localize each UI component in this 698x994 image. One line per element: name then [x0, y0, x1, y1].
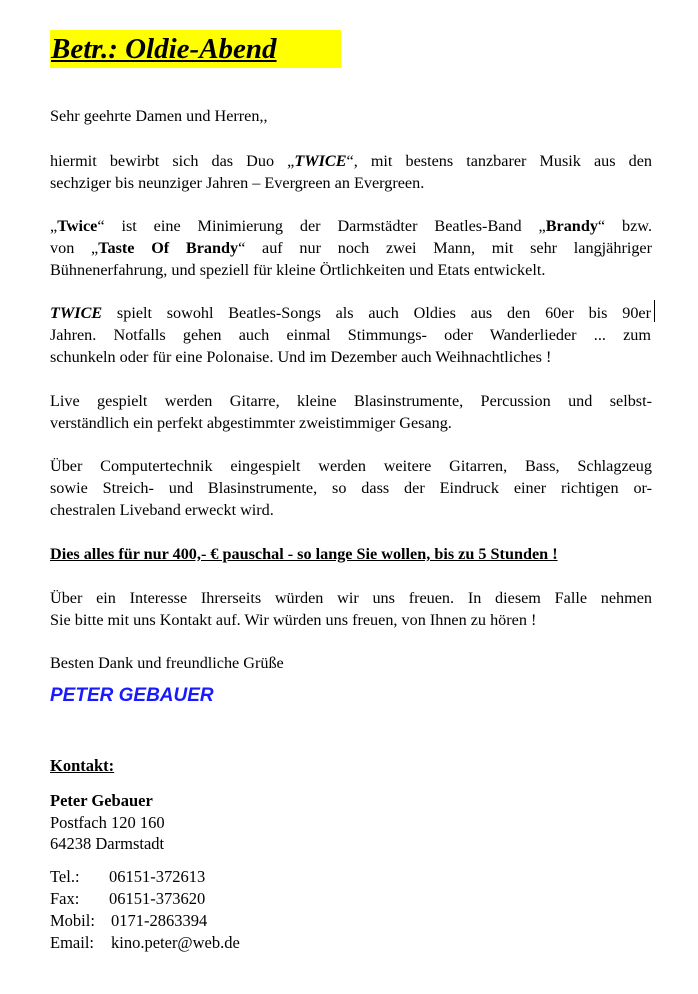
fax-number: 06151-373620 [109, 889, 206, 908]
mobil-number: 0171-2863394 [111, 911, 208, 930]
contact-street: Postfach 120 160 [50, 812, 165, 832]
fax-row: Fax: 06151-373620 [50, 889, 206, 908]
email-address[interactable]: kino.peter@web.de [111, 933, 240, 952]
contact-numbers [50, 866, 240, 954]
mobil-row: Mobil: 0171-2863394 [50, 911, 208, 930]
paragraph-instruments: Live gespielt werden Gitarre, kleine Blasinstrumente, Percussion und selbst- verständlich ein perfekt abgestimmter zweistimmiger Gesang. [50, 392, 652, 432]
paragraph-repertoire: TWICE spielt sowohl Beatles-Songs als auch Oldies aus den 60er bis 90er Jahren. Notfalls gehen auch einmal Stimmungs- oder Wanderlieder ... zum schunkeln oder für eine Polonaise. Und im Dezember auch Weihnachtliches ! [50, 304, 651, 366]
price-line: Dies alles für nur 400,- € pauschal - so lange Sie wollen, bis zu 5 Stunden ! [50, 545, 558, 563]
subject-title: Betr.: Oldie-Abend [50, 30, 341, 68]
text-cursor [654, 300, 655, 322]
contact-city: 64238 Darmstadt [50, 834, 165, 853]
contact-name: Peter Gebauer [50, 791, 153, 810]
closing: Besten Dank und freundliche Grüße [50, 654, 284, 672]
tel-row: Tel.: 06151-372613 [50, 867, 206, 886]
contact-address [50, 790, 165, 855]
paragraph-technology: Über Computertechnik eingespielt werden weitere Gitarren, Bass, Schlagzeug sowie Streich- und Blasinstrumente, so dass der Eindruck einer richtigen or- chestralen Liveband erweckt wird. [50, 457, 652, 519]
contact-heading: Kontakt: [50, 756, 115, 775]
paragraph-band: „Twice“ ist eine Minimierung der Darmstädter Beatles-Band „Brandy“ bzw. von „Taste Of Brandy“ auf nur noch zwei Mann, mit sehr langjähriger Bühnenerfahrung, und speziell für kleine Örtlichkeiten und Etats entwickelt. [50, 217, 652, 279]
duo-name: TWICE [294, 152, 347, 170]
greeting: Sehr geehrte Damen und Herren,, [50, 107, 268, 125]
signature: PETER GEBAUER [50, 685, 214, 706]
paragraph-intro: hiermit bewirbt sich das Duo „TWICE“, mit bestens tanzbarer Musik aus den sechziger bis neunziger Jahren – Evergreen an Evergreen. [50, 152, 652, 192]
email-row: Email: kino.peter@web.de [50, 933, 240, 952]
tel-number: 06151-372613 [109, 867, 206, 886]
paragraph-contact-request: Über ein Interesse Ihrerseits würden wir uns freuen. In diesem Falle nehmen Sie bitte mit uns Kontakt auf. Wir würden uns freuen, von Ihnen zu hören ! [50, 589, 652, 629]
